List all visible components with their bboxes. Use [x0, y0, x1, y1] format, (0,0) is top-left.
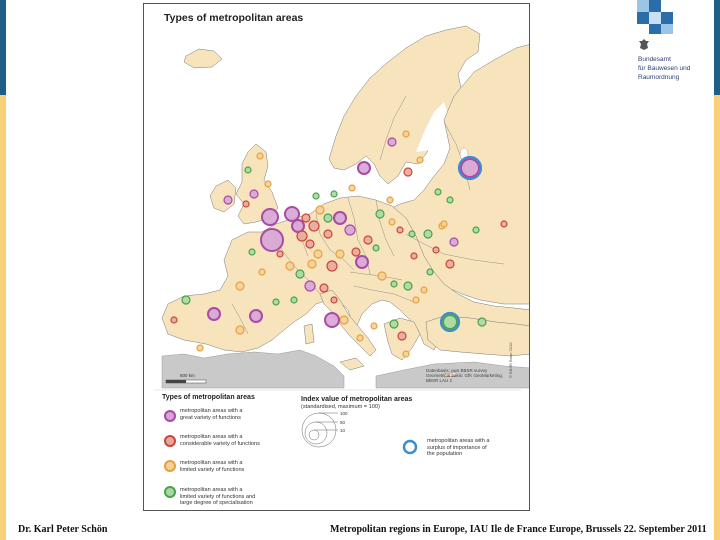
federal-eagle-icon [638, 38, 650, 51]
legend-marker-great-variety [165, 411, 175, 421]
metro-marker [277, 251, 283, 257]
metro-marker [427, 269, 433, 275]
footer-caption: Metropolitan regions in Europe, IAU Ile de France Europe, Brussels 22. September 2011 [330, 524, 707, 535]
metro-marker [250, 310, 262, 322]
metro-marker [320, 284, 328, 292]
metro-marker [236, 326, 244, 334]
metro-marker [297, 231, 307, 241]
footer-author: Dr. Karl Peter Schön [18, 524, 108, 535]
metro-marker [331, 297, 337, 303]
metro-marker [376, 210, 384, 218]
metro-marker [403, 351, 409, 357]
legend-index-subtitle: (standardised, maximum = 100) [301, 404, 380, 410]
metro-marker [236, 282, 244, 290]
metro-marker [324, 230, 332, 238]
metro-marker [404, 168, 412, 176]
index-value-50: 50 [340, 420, 346, 425]
agency-name-line-2: für Bauwesen und [638, 65, 691, 72]
metro-marker [340, 316, 348, 324]
legend-types-title: Types of metropolitan areas [162, 394, 255, 401]
metro-marker [443, 315, 457, 329]
sardinia-landmass [304, 324, 314, 344]
metro-marker [390, 320, 398, 328]
metro-marker [286, 262, 294, 270]
metro-marker [421, 287, 427, 293]
metro-marker [171, 317, 177, 323]
index-value-circles [302, 413, 338, 447]
metro-marker [309, 221, 319, 231]
metro-marker [478, 318, 486, 326]
metro-marker [357, 335, 363, 341]
legend-marker-considerable-variety [165, 436, 175, 446]
metro-marker [371, 323, 377, 329]
metro-marker [424, 230, 432, 238]
metro-marker [257, 153, 263, 159]
metro-marker [441, 221, 447, 227]
metro-marker [409, 231, 415, 237]
metro-marker [403, 131, 409, 137]
metro-marker [197, 345, 203, 351]
metro-marker [291, 297, 297, 303]
scale-bar-label: 500 km [180, 373, 195, 378]
map-copyright: © BBSR Bonn 2010 [508, 342, 513, 378]
metro-marker [356, 256, 368, 268]
metro-marker [391, 281, 397, 287]
map-title: Types of metropolitan areas [164, 12, 304, 24]
map-source-line-1: Datenbasis: own BBSR survey [426, 368, 488, 373]
metro-marker [413, 297, 419, 303]
metro-marker [389, 219, 395, 225]
metro-marker [446, 260, 454, 268]
agency-name-line-1: Bundesamt [638, 56, 671, 63]
metro-marker [404, 282, 412, 290]
metro-marker [398, 332, 406, 340]
metro-marker [259, 269, 265, 275]
metro-marker [433, 247, 439, 253]
metro-marker [314, 250, 322, 258]
metro-marker [334, 212, 346, 224]
metro-marker [305, 281, 315, 291]
metro-marker [182, 296, 190, 304]
metro-marker [250, 190, 258, 198]
index-value-100: 100 [340, 411, 348, 416]
metro-marker [285, 207, 299, 221]
legend-surplus-population: metropolitan areas with a surplus of importance of the population [427, 438, 490, 458]
metro-marker [388, 138, 396, 146]
metro-marker [273, 299, 279, 305]
metro-marker [447, 197, 453, 203]
metro-marker [261, 229, 283, 251]
legend-type-limited-variety: metropolitan areas with a limited variety of functions [180, 460, 245, 473]
map-source-line-2: Geometrical basis: GfK GeoMarketing, [426, 373, 504, 378]
metro-marker [308, 260, 316, 268]
index-value-10: 10 [340, 428, 346, 433]
metro-marker [364, 236, 372, 244]
metro-marker [411, 253, 417, 259]
metro-marker [450, 238, 458, 246]
metro-marker [349, 185, 355, 191]
right-edge-bar [714, 0, 720, 540]
metro-marker [336, 250, 344, 258]
sicily-landmass [340, 358, 364, 370]
map-panel [143, 3, 530, 511]
metro-marker [306, 240, 314, 248]
metro-marker [378, 272, 386, 280]
metro-marker [249, 249, 255, 255]
metro-marker [461, 159, 479, 177]
metro-marker [331, 191, 337, 197]
metro-marker [224, 196, 232, 204]
metro-marker [387, 197, 393, 203]
metro-marker [352, 248, 360, 256]
legend-marker-surplus [404, 441, 416, 453]
metro-marker [417, 157, 423, 163]
metro-marker [325, 313, 339, 327]
metro-marker [302, 214, 310, 222]
legend-marker-specialisation [165, 487, 175, 497]
ireland-landmass [210, 180, 236, 212]
metro-marker [316, 206, 324, 214]
legend-marker-limited-variety [165, 461, 175, 471]
legend-type-specialisation: metropolitan areas with a limited variety of functions and large degree of specialisation [180, 487, 256, 507]
metro-marker [501, 221, 507, 227]
metro-marker [358, 162, 370, 174]
bbr-logo [637, 0, 673, 34]
metro-marker [243, 201, 249, 207]
map-source-line-3: BBSR LAU 2 [426, 378, 453, 383]
legend-type-markers [165, 411, 175, 497]
metro-marker [245, 167, 251, 173]
metro-marker [292, 220, 304, 232]
metro-marker [265, 181, 271, 187]
legend-type-great-variety: metropolitan areas with a great variety of functions [180, 408, 243, 421]
metro-marker [373, 245, 379, 251]
metro-marker [208, 308, 220, 320]
left-edge-bar [0, 0, 6, 540]
metro-marker [313, 193, 319, 199]
legend-index-title: Index value of metropolitan areas [301, 396, 413, 403]
iceland-landmass [184, 49, 222, 68]
metro-marker [327, 261, 337, 271]
metro-marker [397, 227, 403, 233]
metro-marker [345, 225, 355, 235]
metro-marker [473, 227, 479, 233]
legend-type-considerable-variety: metropolitan areas with a considerable variety of functions [180, 434, 260, 447]
metro-marker [435, 189, 441, 195]
agency-name-line-3: Raumordnung [638, 74, 680, 81]
metro-marker [324, 214, 332, 222]
metro-marker [296, 270, 304, 278]
metro-marker [262, 209, 278, 225]
